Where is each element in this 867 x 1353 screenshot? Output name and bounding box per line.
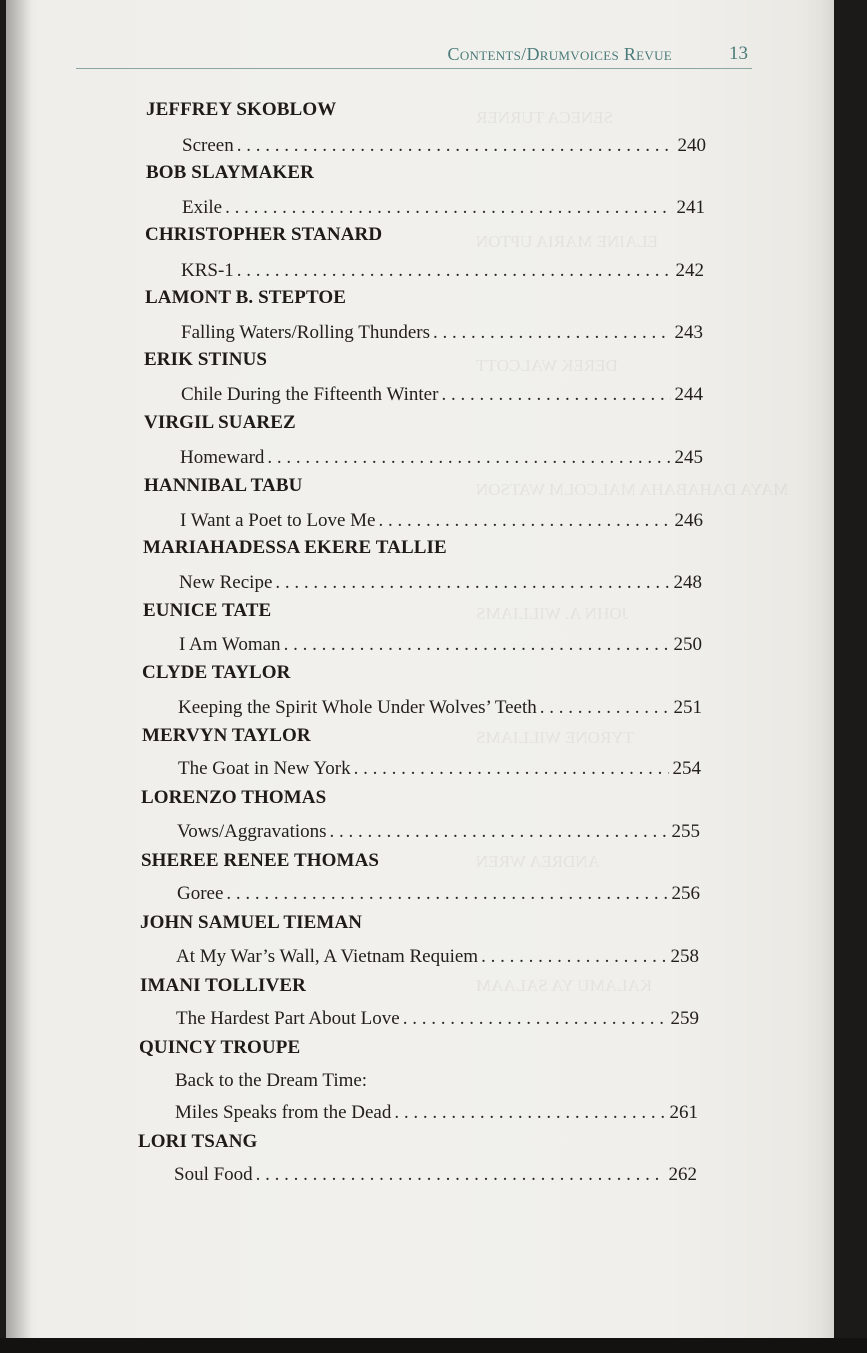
author-name: QUINCY TROUPE bbox=[139, 1037, 301, 1058]
entry-page: 245 bbox=[674, 447, 703, 468]
dot-leader bbox=[225, 197, 672, 219]
dot-leader bbox=[256, 1164, 665, 1186]
entry-title: Homeward bbox=[180, 447, 265, 468]
dot-leader bbox=[267, 447, 670, 469]
entry-page: 244 bbox=[674, 384, 703, 405]
contents-entry bbox=[175, 1102, 698, 1124]
dot-leader bbox=[226, 883, 667, 905]
contents-list bbox=[6, 0, 834, 1338]
author-name: LAMONT B. STEPTOE bbox=[145, 287, 347, 308]
entry-page: 256 bbox=[671, 883, 700, 904]
author-name: EUNICE TATE bbox=[143, 600, 272, 621]
author-name: VIRGIL SUAREZ bbox=[144, 412, 296, 433]
entry-title: At My War’s Wall, A Vietnam Requiem bbox=[176, 946, 479, 967]
running-head: Contents/Drumvoices Revue bbox=[447, 44, 672, 64]
dot-leader bbox=[378, 510, 670, 532]
contents-entry bbox=[182, 135, 706, 157]
author-name: ERIK STINUS bbox=[144, 349, 268, 370]
contents-entry bbox=[176, 946, 699, 968]
dot-leader bbox=[441, 384, 670, 406]
dot-leader bbox=[433, 322, 671, 344]
author-name: IMANI TOLLIVER bbox=[140, 975, 306, 996]
contents-entry bbox=[181, 322, 703, 344]
contents-entry bbox=[182, 197, 705, 219]
entry-page: 261 bbox=[669, 1102, 698, 1123]
contents-entry bbox=[178, 697, 702, 719]
dot-leader bbox=[284, 634, 670, 656]
page-edge bbox=[800, 0, 834, 1338]
entry-page: 259 bbox=[670, 1008, 699, 1029]
contents-entry bbox=[180, 447, 703, 469]
entry-page: 240 bbox=[677, 135, 706, 156]
entry-page: 254 bbox=[672, 758, 701, 779]
dot-leader bbox=[481, 946, 666, 968]
entry-page: 248 bbox=[673, 572, 702, 593]
author-name: CHRISTOPHER STANARD bbox=[145, 224, 383, 245]
contents-entry bbox=[181, 260, 704, 282]
entry-page: 250 bbox=[673, 634, 702, 655]
entry-page: 262 bbox=[668, 1164, 697, 1185]
author-name: JEFFREY SKOBLOW bbox=[146, 99, 337, 120]
contents-entry bbox=[179, 572, 702, 594]
contents-entry bbox=[178, 758, 701, 780]
dot-leader bbox=[403, 1008, 667, 1030]
author-name: SHEREE RENEE THOMAS bbox=[141, 850, 380, 871]
dot-leader bbox=[354, 758, 669, 780]
entry-title: Keeping the Spirit Whole Under Wolves’ Teeth bbox=[178, 697, 537, 718]
entry-title: Vows/Aggravations bbox=[177, 821, 327, 842]
entry-title: Miles Speaks from the Dead bbox=[175, 1102, 392, 1123]
dot-leader bbox=[237, 135, 674, 157]
author-name: JOHN SAMUEL TIEMAN bbox=[140, 912, 363, 933]
entry-title: KRS-1 bbox=[181, 260, 234, 281]
dot-leader bbox=[540, 697, 670, 719]
contents-entry bbox=[181, 384, 703, 406]
entry-title: Screen bbox=[182, 135, 234, 156]
entry-title: Goree bbox=[177, 883, 224, 904]
contents-entry bbox=[174, 1164, 697, 1186]
dot-leader bbox=[275, 572, 669, 594]
contents-entry bbox=[176, 1008, 699, 1030]
entry-title-line1: Back to the Dream Time: bbox=[175, 1070, 368, 1091]
entry-title: New Recipe bbox=[179, 572, 273, 593]
page-number: 13 bbox=[729, 43, 748, 64]
contents-entry bbox=[177, 883, 700, 905]
dot-leader bbox=[330, 821, 668, 843]
author-name: MARIAHADESSA EKERE TALLIE bbox=[143, 537, 447, 558]
entry-page: 255 bbox=[671, 821, 700, 842]
entry-page: 241 bbox=[676, 197, 705, 218]
contents-entry bbox=[177, 821, 700, 843]
contents-entry bbox=[179, 634, 702, 656]
author-name: LORENZO THOMAS bbox=[141, 787, 327, 808]
author-name: MERVYN TAYLOR bbox=[142, 725, 311, 746]
dot-leader bbox=[237, 260, 672, 282]
entry-title: I Want a Poet to Love Me bbox=[180, 510, 376, 531]
author-name: HANNIBAL TABU bbox=[144, 475, 303, 496]
contents-entry bbox=[180, 510, 703, 532]
entry-page: 242 bbox=[675, 260, 704, 281]
entry-title: Falling Waters/Rolling Thunders bbox=[181, 322, 430, 343]
entry-page: 246 bbox=[674, 510, 703, 531]
author-name: BOB SLAYMAKER bbox=[146, 162, 314, 183]
scan-bottom-edge bbox=[0, 1338, 867, 1353]
entry-title: Exile bbox=[182, 197, 223, 218]
entry-page: 251 bbox=[673, 697, 702, 718]
entry-page: 258 bbox=[670, 946, 699, 967]
author-name: CLYDE TAYLOR bbox=[142, 662, 291, 683]
entry-title: Chile During the Fifteenth Winter bbox=[181, 384, 439, 405]
entry-page: 243 bbox=[674, 322, 703, 343]
entry-title: The Hardest Part About Love bbox=[176, 1008, 400, 1029]
book-page: SENECA TURNER ELAINE MARIA UPTON DEREK WALCOTT MAYA DAHABAHA MALCOLM WATSON JOHN A. WILLIAMS TYRONE WILLIAMS ANDREA WREN KALAMU YA SALAAM Contents/Drumvoices Revue 13 JEFFREY SKOBLOW Screen . . . 240 BOB SLAYMAKER Exile . . . 241 CHRISTOPHER STANARD KRS-1 . . . 242 LAMONT B. STEPTOE Falling Waters/Rolling Thunders . . . 243 ERIK STINUS Chile During the Fifteenth Winter . . . 244 VIRGIL SUAREZ Homeward . . . 245 HANNIBAL TABU I Want a Poet to Love Me . . . 246 MARIAHADESSA EKERE TALLIE New Recipe . . . 248 EUNICE TATE I Am Woman . . . 250 CLYDE TAYLOR Keeping the Spirit Whole Under Wolves’ Teeth . . . 251 MERVYN TAYLOR The Goat in New York . . . 254 LORENZO THOMAS Vows/Aggravations . . . 255 SHEREE RENEE THOMAS Goree . . . 256 JOHN SAMUEL TIEMAN At My War’s Wall, A Vietnam Requiem . . . 258 IMANI TOLLIVER The Hardest Part About Love . . . 259 QUINCY TROUPE Back to the Dream Time: Miles Speaks from the Dead . . . 261 LORI TSANG Soul Food . . . 262 bbox=[6, 0, 834, 1338]
author-name: LORI TSANG bbox=[138, 1131, 258, 1152]
entry-title: I Am Woman bbox=[179, 634, 281, 655]
dot-leader bbox=[394, 1102, 665, 1124]
entry-title: The Goat in New York bbox=[178, 758, 351, 779]
entry-title: Soul Food bbox=[174, 1164, 253, 1185]
